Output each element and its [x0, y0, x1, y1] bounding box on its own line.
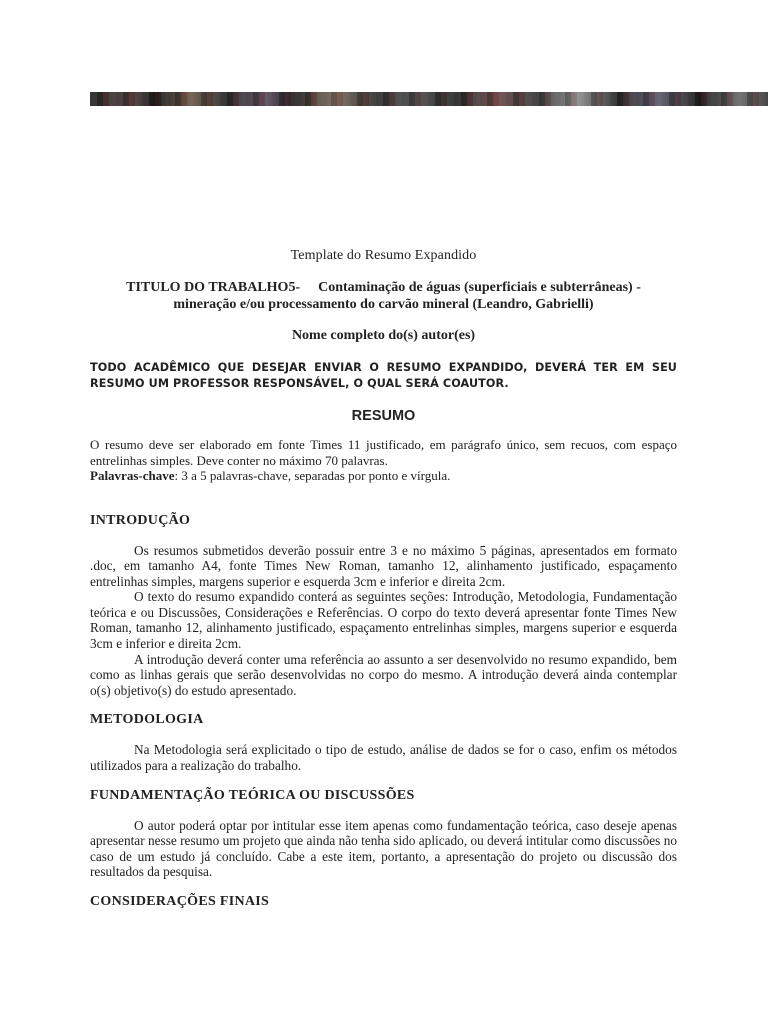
paragraph: Os resumos submetidos deverão possuir entre 3 e no máximo 5 páginas, apresentados em formato .doc, em tamanho A4, fonte Times New Roman, tamanho 12, alinhamento justificado, espaçamento entrelinhas simples, margens superior e esquerda 3cm e inferior e direita 2cm.	[90, 542, 677, 589]
coauthor-notice: TODO ACADÊMICO QUE DESEJAR ENVIAR O RESUMO EXPANDIDO, DEVERÁ TER EM SEU RESUMO UM PROFESSOR RESPONSÁVEL, O QUAL SERÁ COAUTOR.	[90, 361, 677, 390]
keywords-line	[90, 468, 677, 484]
paragraph: O autor poderá optar por intitular esse item apenas como fundamentação teórica, caso deseje apenas apresentar nesse resumo um projeto que ainda não tenha sido aplicado, ou deverá intitular como discussões no caso de um estudo já concluído. Cabe a este item, portanto, a apresentação do projeto ou discussão dos resultados da pesquisa.	[90, 817, 677, 880]
resumo-body: O resumo deve ser elaborado em fonte Times 11 justificado, em parágrafo único, sem recuos, com espaço entrelinhas simples. Deve conter no máximo 70 palavras.	[90, 437, 677, 468]
template-subtitle: Template do Resumo Expandido	[290, 248, 477, 263]
keywords-text: : 3 a 5 palavras-chave, separadas por ponto e vírgula.	[174, 468, 451, 483]
section-heading-introducao: INTRODUÇÃO	[90, 512, 191, 528]
paragraph: A introdução deverá conter uma referência ao assunto a ser desenvolvido no resumo expandido, bem como as linhas gerais que serão desenvolvidas no corpo do mesmo. A introdução deverá ainda contemplar o(s) objetivo(s) do estudo apresentado.	[90, 651, 677, 698]
authors-line: Nome completo do(s) autor(es)	[291, 328, 476, 343]
keywords-label: Palavras-chave	[90, 468, 175, 483]
section-heading-metodologia: METODOLOGIA	[90, 712, 204, 728]
section-heading-fundamentacao: FUNDAMENTAÇÃO TEÓRICA OU DISCUSSÕES	[90, 787, 415, 803]
banner-texture	[90, 92, 768, 106]
document-body	[90, 246, 677, 910]
paragraph: Na Metodologia será explicitado o tipo de estudo, análise de dados se for o caso, enfim os métodos utilizados para a realização do trabalho.	[90, 742, 677, 774]
work-title-text: Contaminação de águas (superficiais e subterrâneas) - mineração e/ou processamento do carvão mineral (Leandro, Gabrielli)	[173, 280, 641, 312]
paragraph: O texto do resumo expandido conterá as seguintes seções: Introdução, Metodologia, Fundamentação teórica e ou Discussões, Considerações e Referências. O corpo do texto deverá apresentar fonte Times New Roman, tamanho 12, alinhamento justificado, espaçamento entrelinhas simples, margens superior e esquerda 3cm e inferior e direita 2cm.	[90, 589, 677, 652]
section-heading-consideracoes: CONSIDERAÇÕES FINAIS	[90, 894, 270, 909]
resumo-heading: RESUMO	[351, 408, 416, 424]
header-banner-image	[90, 92, 768, 106]
work-title	[90, 279, 677, 313]
work-title-label: TITULO DO TRABALHO5-	[126, 280, 301, 295]
